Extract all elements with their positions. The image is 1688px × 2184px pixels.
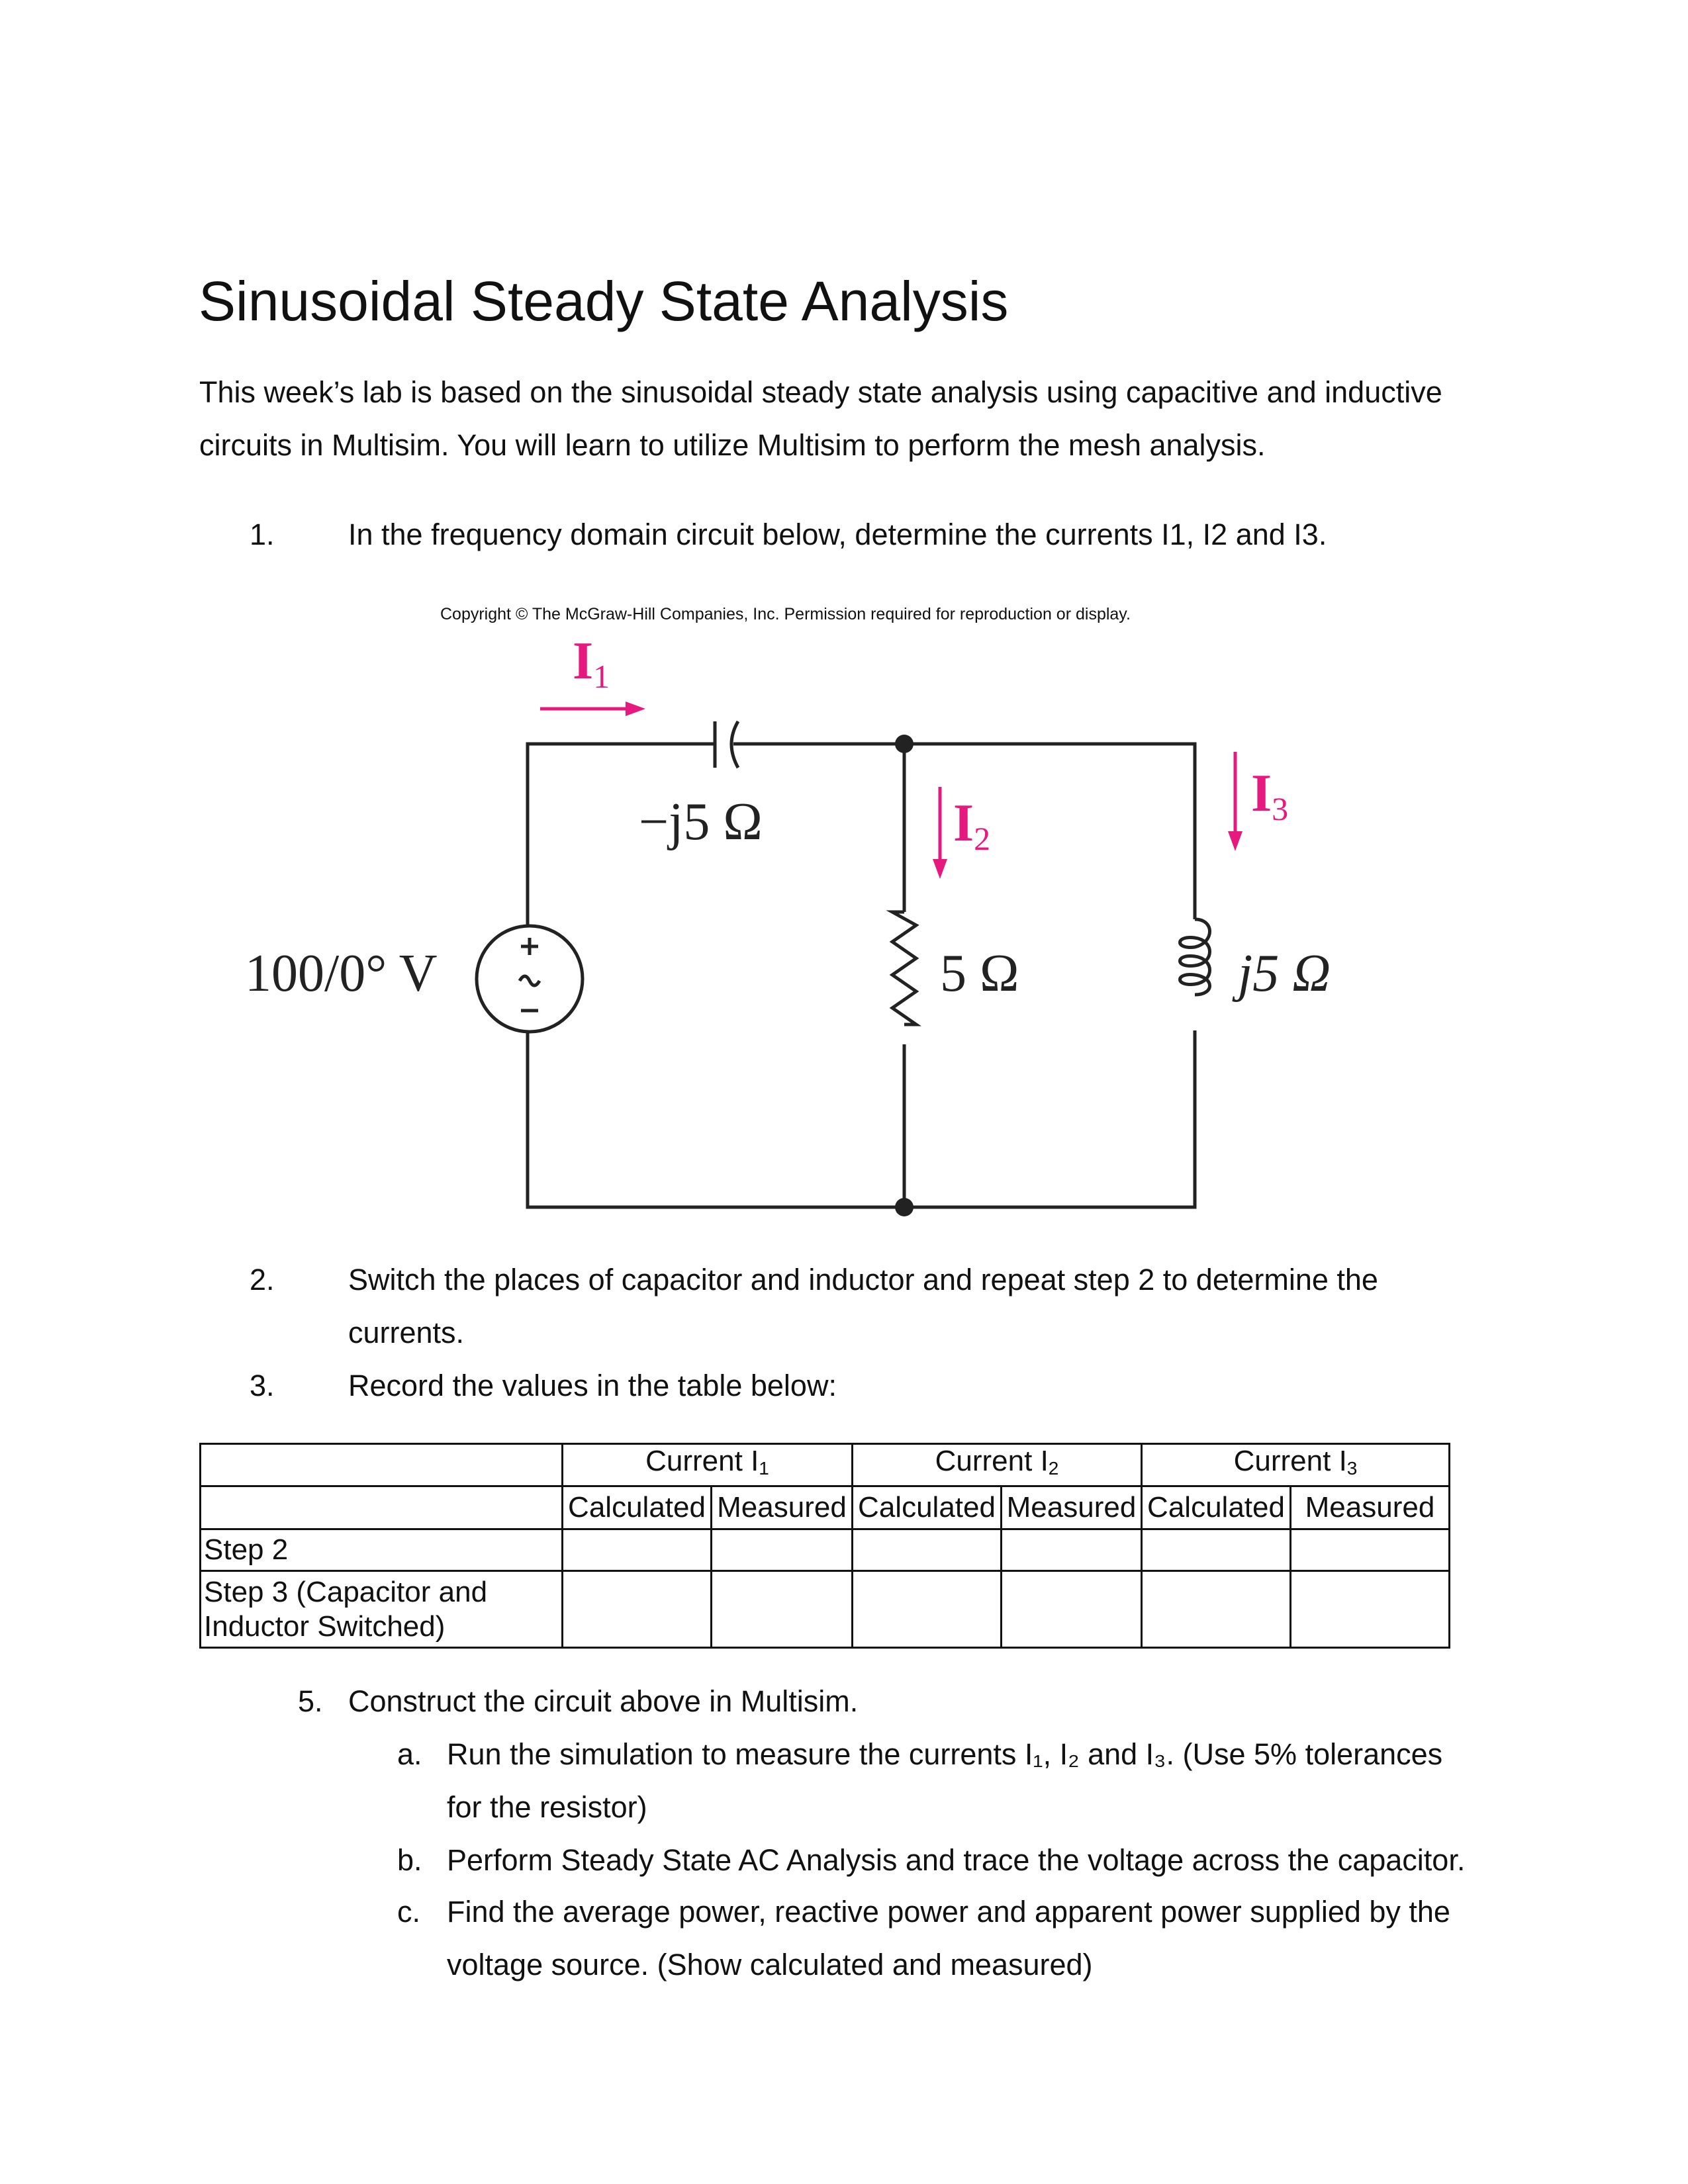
subheader: Measured	[1002, 1486, 1142, 1529]
value-cell[interactable]	[1142, 1571, 1291, 1648]
header-current-i2: Current $I_2$	[853, 1444, 1142, 1486]
value-cell[interactable]	[712, 1529, 853, 1571]
subheader: Measured	[1291, 1486, 1450, 1529]
table-row	[201, 1571, 1450, 1648]
subheader: Measured	[712, 1486, 853, 1529]
intro-line: This week’s lab is based on the sinusoidal steady state analysis using capacitive and inductive	[199, 375, 1442, 409]
row-label-line: Step 3 (Capacitor and	[204, 1575, 488, 1608]
item-text: currents.	[348, 1316, 465, 1349]
sub-text: Run the simulation to measure the currents I₁, I₂ and I₃. (Use 5% tolerances	[447, 1737, 1443, 1771]
item-text: In the frequency domain circuit below, determine the currents I1, I2 and I3.	[348, 518, 1327, 551]
value-cell[interactable]	[563, 1529, 712, 1571]
node-dot	[895, 1198, 914, 1216]
sub-letter: b.	[397, 1843, 422, 1877]
value-cell[interactable]	[563, 1571, 712, 1648]
row-label	[201, 1571, 563, 1648]
header-current-i1: Current $I_1$	[563, 1444, 853, 1486]
value-cell[interactable]	[1142, 1529, 1291, 1571]
page-title: Sinusoidal Steady State Analysis	[199, 270, 1009, 332]
item-text: Construct the circuit above in Multisim.	[348, 1684, 859, 1718]
table-row	[201, 1529, 1450, 1571]
node-dot	[895, 735, 914, 753]
value-cell[interactable]	[1291, 1529, 1450, 1571]
wire-left-top	[528, 744, 1195, 1207]
subheader: Calculated	[1142, 1486, 1291, 1529]
value-cell[interactable]	[1002, 1529, 1142, 1571]
i1-label: I1	[573, 632, 610, 695]
item-number: 3.	[250, 1369, 275, 1402]
results-table	[199, 1443, 1450, 1649]
sub-text: voltage source. (Show calculated and measured)	[447, 1948, 1093, 1981]
empty-cell	[201, 1444, 563, 1486]
row-label-line: Inductor Switched)	[204, 1610, 445, 1643]
value-cell[interactable]	[1002, 1571, 1142, 1648]
value-cell[interactable]	[1291, 1571, 1450, 1648]
inductor-icon	[1180, 919, 1210, 995]
sub-text: Find the average power, reactive power and apparent power supplied by the	[447, 1895, 1450, 1929]
i3-label: I3	[1251, 764, 1289, 827]
item-number: 2.	[250, 1263, 275, 1297]
resistor-label: 5 Ω	[940, 944, 1019, 1003]
copyright-notice: Copyright © The McGraw-Hill Companies, Inc. Permission required for reproduction or display.	[440, 605, 1131, 623]
inductor-label: j5 Ω	[1238, 944, 1331, 1003]
value-cell[interactable]	[712, 1571, 853, 1648]
header-current-i3: Current $I_3$	[1142, 1444, 1450, 1486]
sub-letter: a.	[397, 1737, 422, 1771]
source-label: 100/0° V	[245, 944, 438, 1003]
intro-line: circuits in Multisim. You will learn to utilize Multisim to perform the mesh analysis.	[199, 428, 1266, 462]
item-number: 1.	[250, 518, 275, 551]
value-cell[interactable]	[853, 1529, 1002, 1571]
sub-text: Perform Steady State AC Analysis and trace the voltage across the capacitor.	[447, 1843, 1466, 1877]
capacitor-label: −j5 Ω	[639, 793, 763, 851]
item-text: Switch the places of capacitor and inductor and repeat step 2 to determine the	[348, 1263, 1378, 1297]
sub-text: for the resistor)	[447, 1790, 647, 1824]
value-cell[interactable]	[853, 1571, 1002, 1648]
item-number: 5.	[298, 1684, 323, 1718]
subheader: Calculated	[563, 1486, 712, 1529]
sine-icon	[520, 976, 539, 985]
sub-letter: c.	[397, 1895, 421, 1929]
source-polarity-icon	[521, 938, 538, 1011]
row-label: Step 2	[201, 1529, 563, 1571]
empty-cell	[201, 1486, 563, 1529]
item-text: Record the values in the table below:	[348, 1369, 837, 1402]
subheader: Calculated	[853, 1486, 1002, 1529]
i2-label: I2	[953, 794, 991, 857]
resistor-icon	[892, 912, 916, 1024]
